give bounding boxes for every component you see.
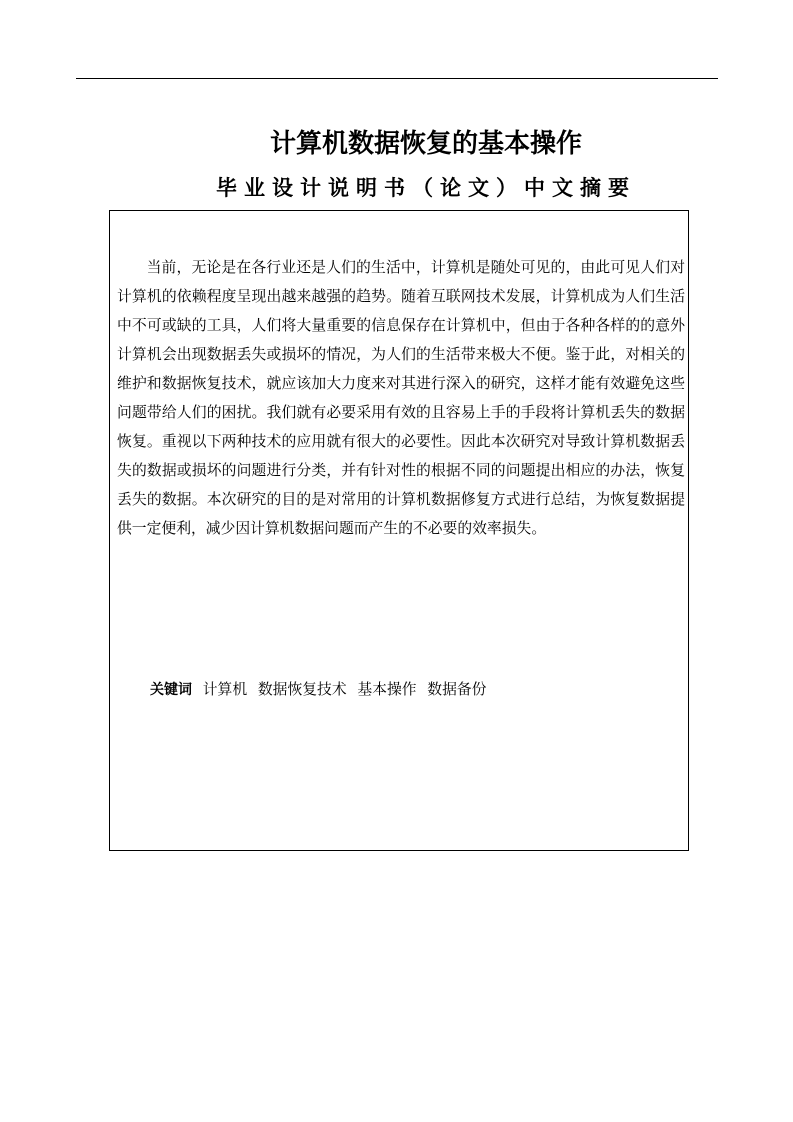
- keywords-label: 关键词: [150, 682, 192, 698]
- abstract-text: 当前，无论是在各行业还是人们的生活中，计算机是随处可见的，由此可见人们对计算机的依赖程度呈现出越来越强的趋势。随着互联网技术发展，计算机成为人们生活中不可或缺的工具，人们将大量重要的信息保存在计算机中，但由于各种各样的的意外计算机会出现数据丢失或损坏的情况，为人们的生活带来极大不便。鉴于此，对相关的维护和数据恢复技术，就应该加大力度来对其进行深入的研究，这样才能有效避免这些问题带给人们的困扰。我们就有必要采用有效的且容易上手的手段将计算机丢失的数据恢复。重视以下两种技术的应用就有很大的必要性。因此本次研究对导致计算机数据丢失的数据或损坏的问题进行分类，并有针对性的根据不同的问题提出相应的办法，恢复丢失的数据。本次研究的目的是对常用的计算机数据修复方式进行总结，为恢复数据提供一定便利，减少因计算机数据问题而产生的不必要的效率损失。: [117, 259, 685, 537]
- keyword-item: 数据备份: [427, 681, 487, 698]
- abstract-box: [109, 210, 689, 851]
- header-rule: [76, 78, 718, 79]
- keywords-line: [150, 675, 486, 705]
- keyword-item: 基本操作: [357, 681, 417, 698]
- document-subtitle: 毕业设计说明书（论文）中文摘要: [216, 176, 636, 200]
- keyword-item: 计算机: [202, 681, 248, 698]
- keyword-item: 数据恢复技术: [257, 681, 347, 698]
- document-title: 计算机数据恢复的基本操作: [269, 129, 582, 159]
